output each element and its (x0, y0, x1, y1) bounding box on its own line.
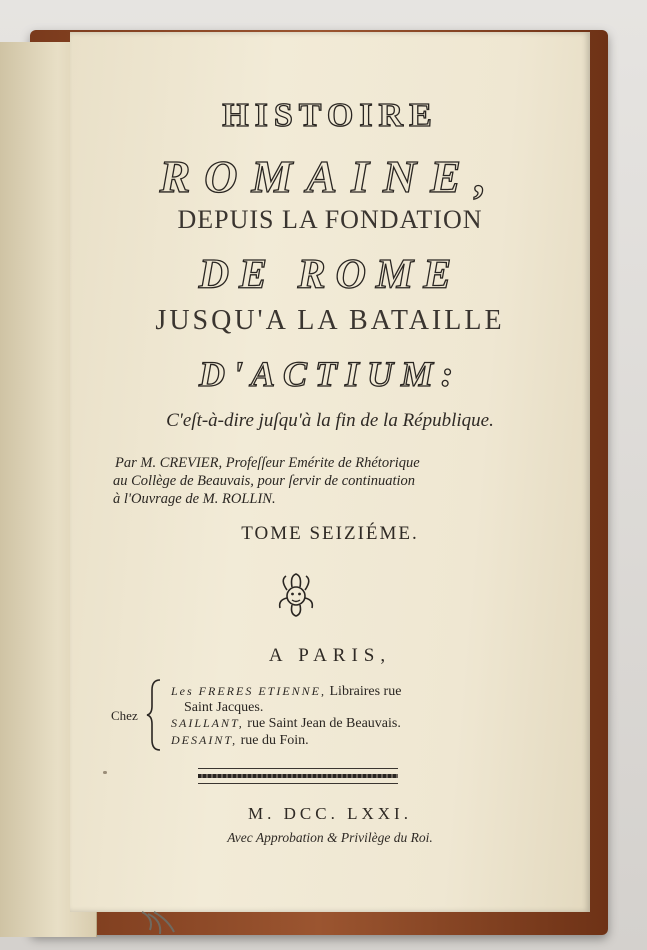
title-line-depuis: DEPUIS LA FONDATION (177, 205, 483, 234)
publisher-1-name: Les FRERES ETIENNE, (171, 684, 326, 698)
title-line-de-rome: DE ROME (198, 252, 462, 298)
volume-label: TOME SEIZIÉME. (241, 523, 419, 544)
author-line-1: Par M. CREVIER, Profeſſeur Emérite de Rhétorique (115, 455, 420, 471)
rule-ornamental (198, 774, 398, 778)
title-line-histoire: HISTOIRE (222, 97, 438, 134)
title-line-jusqua: JUSQU'A LA BATAILLE (155, 305, 505, 336)
rule-bottom (198, 783, 398, 784)
privilege-line: Avec Approbation & Privilège du Roi. (227, 830, 433, 845)
title-line-dactium: D'ACTIUM: (198, 354, 462, 394)
title-line-romaine: ROMAINE, (159, 151, 501, 202)
publisher-1-continued: Saint Jacques. (184, 700, 264, 715)
bookmark-thread (140, 908, 180, 938)
chez-label: Chez (111, 708, 138, 723)
publisher-1 (171, 684, 401, 700)
publisher-2-address: rue Saint Jean de Beauvais. (247, 716, 401, 731)
publisher-3-address: rue du Foin. (240, 733, 309, 748)
publisher-3-name: DESAINT, (171, 733, 238, 747)
mask-ornament-icon (272, 570, 320, 618)
subtitle: C'eſt-à-dire juſqu'à la fin de la République. (166, 410, 494, 431)
author-line-2: au Collège de Beauvais, pour ſervir de continuation (113, 473, 416, 489)
publisher-1-address: Libraires rue (329, 684, 402, 699)
author-line-3: à l'Ouvrage de M. ROLLIN. (113, 491, 276, 507)
rule-top (198, 768, 398, 769)
brace-icon (146, 678, 164, 752)
publication-year: M. DCC. LXXI. (248, 804, 412, 823)
city-label: A PARIS, (268, 645, 392, 666)
publisher-2-name: SAILLANT, (171, 716, 244, 730)
publisher-3 (171, 733, 309, 749)
publisher-2 (171, 716, 401, 732)
paper-speck (103, 771, 107, 774)
